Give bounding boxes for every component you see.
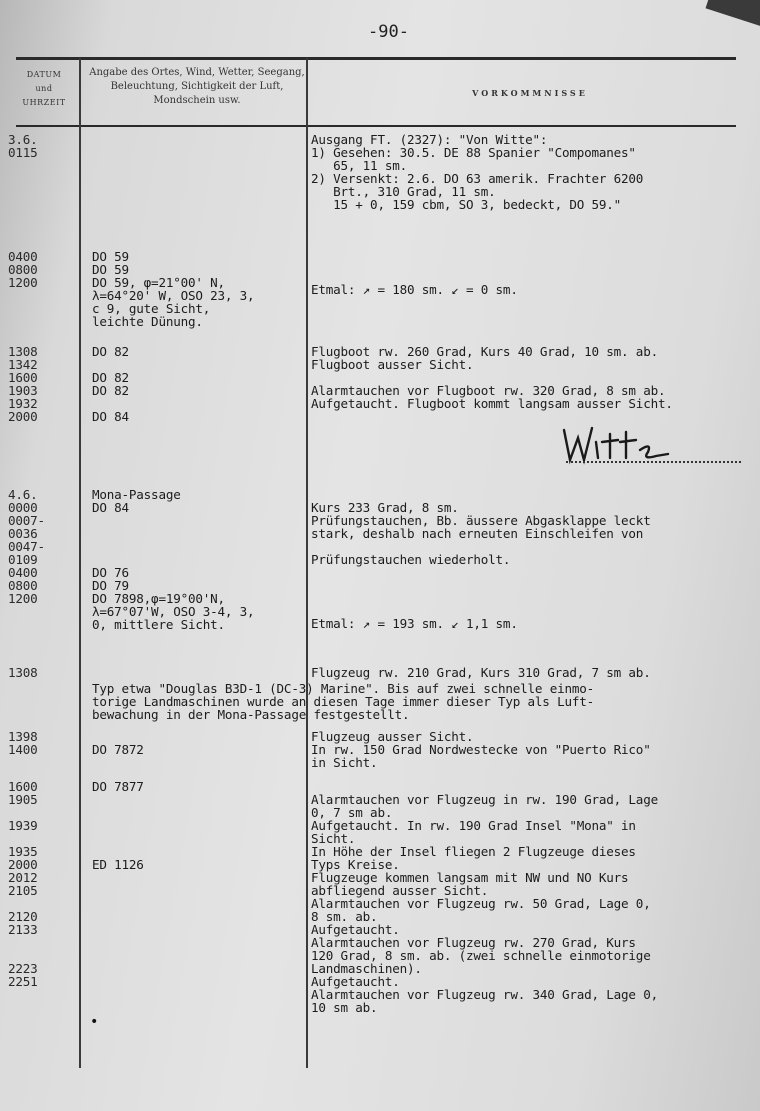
- header-bottom-rule: [16, 125, 736, 127]
- row-9-date: 1600 1905 1939 1935 2000 2012 2105 2120 2133 2223 2251: [8, 779, 38, 989]
- row-1-place: DO 59 DO 59 DO 59, φ=21°00' N, λ=64°20' W, OSO 23, 3, c 9, gute Sicht, leichte Dünung.: [92, 249, 255, 329]
- row-7-place: Typ etwa "Douglas B3D-1 (DC-3) Marine". Bis auf zwei schnelle einmo- torige Landmaschinen wurde an diesen Tage immer dieser Typ als Luft- bewachung in der Mona-Passage festgestellt.: [92, 681, 594, 722]
- row-5-event: Etmal: ↗ = 193 sm. ↙ 1,1 sm.: [311, 616, 518, 631]
- row-3-place: DO 82 DO 82 DO 82 DO 84: [92, 344, 129, 424]
- row-9-place: DO 7877 ED 1126: [92, 779, 144, 872]
- row-0-event: Ausgang FT. (2327): "Von Witte": 1) Gesehen: 30.5. DE 88 Spanier "Compomanes" 65, 11 sm. 2) Versenkt: 2.6. DO 63 amerik. Frachter 6200 Brt., 310 Grad, 11 sm. 15 + 0, 159 cbm, SO 3, bedeckt, DO 59.": [311, 132, 644, 212]
- page-corner: [706, 0, 760, 30]
- row-1-date: 0400 0800 1200: [8, 249, 38, 290]
- row-2-event: Etmal: ↗ = 180 sm. ↙ = 0 sm.: [311, 282, 518, 297]
- row-8-event: Flugzeug ausser Sicht. In rw. 150 Grad Nordwestecke von "Puerto Rico" in Sicht.: [311, 729, 651, 770]
- column-divider-1: [79, 58, 81, 1068]
- margin-tick: •: [90, 1014, 99, 1030]
- row-3-event: Flugboot rw. 260 Grad, Kurs 40 Grad, 10 sm. ab. Flugboot ausser Sicht. Alarmtauchen vor Flugboot rw. 320 Grad, 8 sm ab. Aufgetaucht. Flugboot kommt langsam ausser Sicht.: [311, 344, 673, 411]
- row-0-date: 3.6. 0115: [8, 132, 38, 160]
- signature-line: [566, 461, 741, 463]
- row-4-date: 4.6. 0000 0007- 0036 0047- 0109 0400 0800 1200: [8, 487, 45, 606]
- row-9-event: Alarmtauchen vor Flugzeug in rw. 190 Grad, Lage 0, 7 sm ab. Aufgetaucht. In rw. 190 Grad Insel "Mona" in Sicht. In Höhe der Insel fliegen 2 Flugzeuge dieses Typs Kreise. Flugzeuge kommen langsam mit NW und NO Kurs abfliegend ausser Sicht. Alarmtauchen vor Flugzeug rw. 50 Grad, Lage 0, 8 sm. ab. Aufgetaucht. Alarmtauchen vor Flugzeug rw. 270 Grad, Kurs 120 Grad, 8 sm. ab. (zwei schnelle einmotorige Landmaschinen). Aufgetaucht. Alarmtauchen vor Flugzeug rw. 340 Grad, Lage 0, 10 sm ab.: [311, 792, 658, 1015]
- header-events: VORKOMMNISSE: [472, 88, 588, 98]
- row-6-date: 1308: [8, 665, 38, 680]
- row-4-place: Mona-Passage DO 84 DO 76 DO 79 DO 7898,φ=19°00'N, λ=67°07'W, OSO 3-4, 3, 0, mittlere Sicht.: [92, 487, 255, 632]
- header-top-rule: [16, 57, 736, 60]
- column-divider-2: [306, 58, 308, 1068]
- header-date: DATUM und UHRZEIT: [22, 70, 66, 107]
- row-6-event: Flugzeug rw. 210 Grad, Kurs 310 Grad, 7 sm ab.: [311, 665, 651, 680]
- row-3-date: 1308 1342 1600 1903 1932 2000: [8, 344, 38, 424]
- row-4-event: Kurs 233 Grad, 8 sm. Prüfungstauchen, Bb. äussere Abgasklappe leckt stark, deshalb nach erneuten Einschleifen von Prüfungstauchen wiederholt.: [311, 500, 651, 567]
- row-8-place: DO 7872: [92, 742, 144, 757]
- row-8-date: 1398 1400: [8, 729, 38, 757]
- header-place: Angabe des Ortes, Wind, Wetter, Seegang, Beleuchtung, Sichtigkeit der Luft, Mondschein usw.: [89, 67, 305, 106]
- page-number: -90-: [368, 22, 409, 42]
